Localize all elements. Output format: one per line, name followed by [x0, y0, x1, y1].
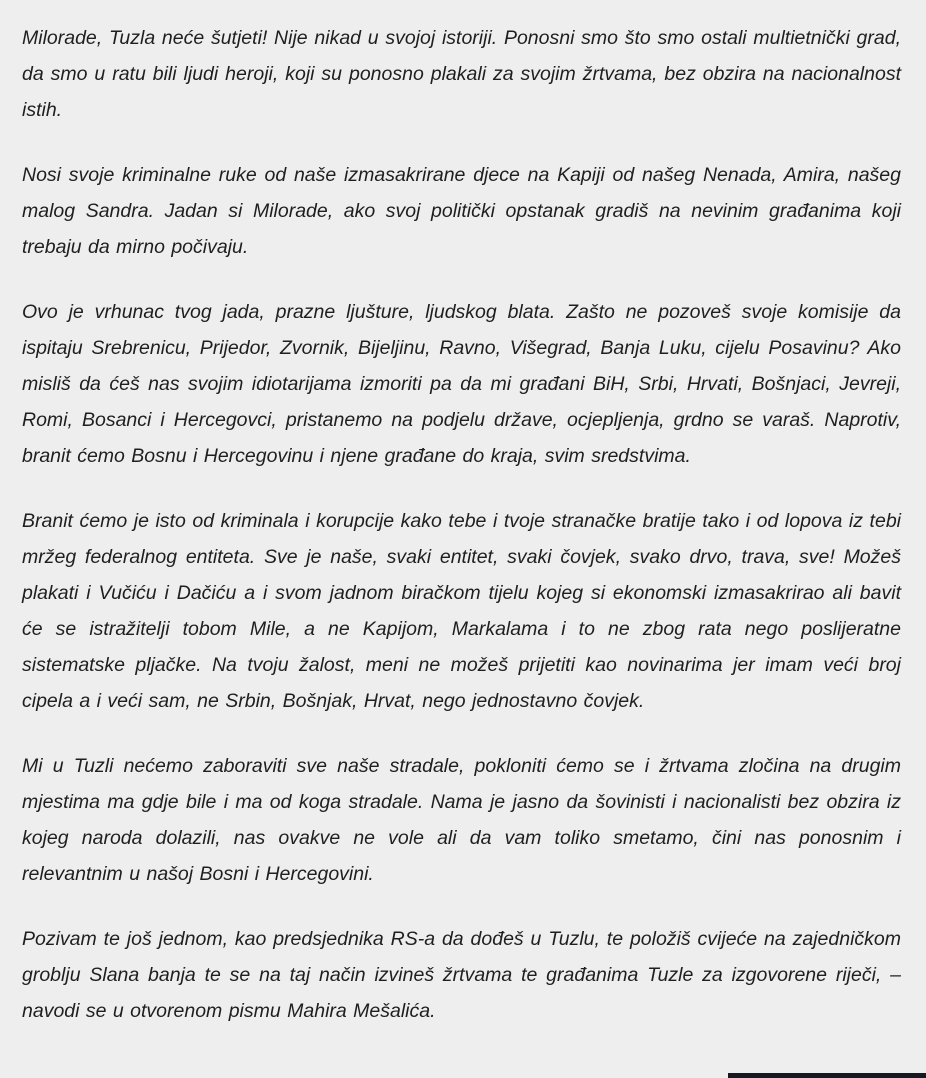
article-paragraph: Branit ćemo je isto od kriminala i korupcije kako tebe i tvoje stranačke bratije tako i od lopova iz tebi mržeg federalnog entiteta. Sve je naše, svaki entitet, svaki čovjek, svako drvo, trava, sve! Možeš plakati i Vučiću i Dačiću a i svom jadnom biračkom tijelu kojeg si ekonomski izmasakrirao ali bavit će se istražitelji tobom Mile, a ne Kapijom, Markalama i to ne zbog rata nego poslijeratne sistematske pljačke. Na tvoju žalost, meni ne možeš prijetiti kao novinarima jer imam veći broj cipela a i veći sam, ne Srbin, Bošnjak, Hrvat, nego jednostavno čovjek.: [22, 510, 901, 712]
bottom-bar-fragment: [728, 1073, 926, 1078]
article-paragraph: Milorade, Tuzla neće šutjeti! Nije nikad u svojoj istoriji. Ponosni smo što smo ostali multietnički grad, da smo u ratu bili ljudi heroji, koji su ponosno plakali za svojim žrtvama, bez obzira na nacionalnost istih.: [22, 27, 901, 121]
article-paragraph: Nosi svoje kriminalne ruke od naše izmasakrirane djece na Kapiji od našeg Nenada, Amira, našeg malog Sandra. Jadan si Milorade, ako svoj politički opstanak gradiš na nevinim građanima koji trebaju da mirno počivaju.: [22, 164, 901, 258]
article-paragraph: Mi u Tuzli nećemo zaboraviti sve naše stradale, pokloniti ćemo se i žrtvama zločina na drugim mjestima ma gdje bile i ma od koga stradale. Nama je jasno da šovinisti i nacionalisti bez obzira iz kojeg naroda dolazili, nas ovakve ne vole ali da vam toliko smetamo, čini nas ponosnim i relevantnim u našoj Bosni i Hercegovini.: [22, 755, 901, 885]
article-paragraph: Ovo je vrhunac tvog jada, prazne ljušture, ljudskog blata. Zašto ne pozoveš svoje komisije da ispitaju Srebrenicu, Prijedor, Zvornik, Bijeljinu, Ravno, Višegrad, Banja Luku, cijelu Posavinu? Ako misliš da ćeš nas svojim idiotarijama izmoriti pa da mi građani BiH, Srbi, Hrvati, Bošnjaci, Jevreji, Romi, Bosanci i Hercegovci, pristanemo na podjelu države, ocjepljenja, grdno se varaš. Naprotiv, branit ćemo Bosnu i Hercegovinu i njene građane do kraja, svim sredstvima.: [22, 301, 901, 467]
article-paragraph: Pozivam te još jednom, kao predsjednika RS-a da dođeš u Tuzlu, te položiš cvijeće na zajedničkom groblju Slana banja te se na taj način izvineš žrtvama te građanima Tuzle za izgovorene riječi, – navodi se u otvorenom pismu Mahira Mešalića.: [22, 928, 901, 1022]
